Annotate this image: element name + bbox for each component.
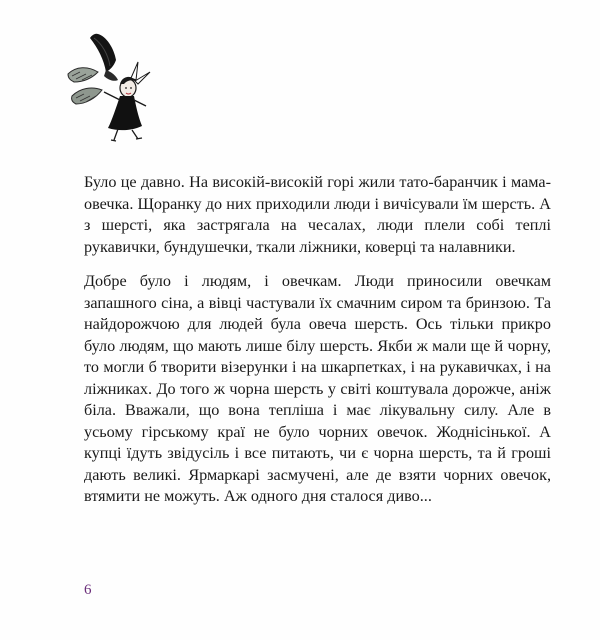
- girl-with-birds-illustration: [58, 26, 168, 146]
- page-number: 6: [84, 582, 92, 598]
- story-text: [84, 172, 551, 521]
- paragraph-1: Було це давно. На високій-високій горі жили тато-баранчик і мама-овечка. Щоранку до них приходили люди і вичісували їм шерсть. А з шерсті, яка застрягала на чесалах, люди плели собі теплі рукавички, бундушечки, ткали ліжники, коверці та налавники.: [84, 173, 551, 256]
- paragraph-2: Добре було і людям, і овечкам. Люди приносили овечкам запашного сіна, а вівці частували їх смачним сиром та бринзою. Та найдорожчою для людей була овеча шерсть. Ось тільки прикро було людям, що мають лише білу шерсть. Якби ж мали ще й чорну, то могли б творити візерунки і на шкарпетках, і на рукавичках, і на ліжниках. До того ж чорна шерсть у світі коштувала дорожче, аніж біла. Вважали, що вона тепліша і має лікувальну силу. Але в усьому гірському краї не було чорних овечок. Жоднісінької. А купці їдуть звідусіль і все питають, чи є чорна шерсть, та й гроші дають великі. Ярмаркарі засмучені, але де взяти чорних овечок, втямити не можуть. Аж одного дня сталося диво...: [84, 272, 551, 505]
